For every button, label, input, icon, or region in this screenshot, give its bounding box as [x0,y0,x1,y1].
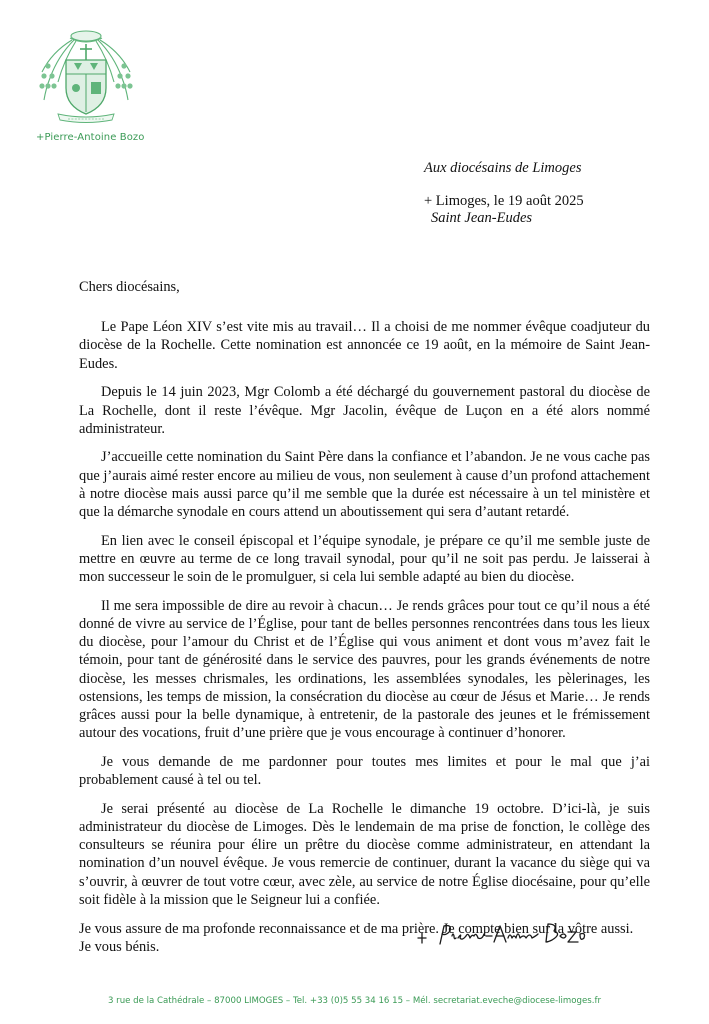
letter-body [79,278,650,956]
paragraph: Il me sera impossible de dire au revoir à chacun… Je rends grâces pour tout ce qu’il nous a été donné de vivre au service de l’Église, pour tant de belles personnes rencontrées dans tous les lieux du diocèse, pour l’amour du Christ et de l’Église qui vous animent et dont vous m’avez fait le témoin, pour tant de générosité dans le service des pauvres, pour les grands événements de notre diocèse, les messes chrismales, les ordinations, les assemblées synodales, les pèlerinages, les ostensions, les temps de mission, la consécration du diocèse au cœur de Jésus et Marie… Je rends grâces aussi pour la belle dynamique, à entretenir, de la pastorale des jeunes et le frémissement autour des vocations, fruit d’une prière que je vous encourage à continuer d’honorer. [79,597,650,742]
greeting: Chers diocésains, [79,279,180,295]
paragraph: Je serai présenté au diocèse de La Rochelle le dimanche 19 octobre. D’ici-là, je suis administrateur du diocèse de Limoges. Dès le lendemain de ma prise de fonction, le collège des consulteurs se réunira pour élire un prêtre du diocèse comme administrateur, en attendant la nomination d’un nouvel évêque. Je vous remercie de continuer, durant la vacance du siège qui va s’ouvrir, à œuvrer de tout votre cœur, avec zèle, au service de notre Église diocésaine, pour qu’elle soit fidèle à la mission que le Seigneur lui a confiée. [79,800,650,908]
closing-line: Je vous bénis. [79,938,160,955]
paragraph: J’accueille cette nomination du Saint Père dans la confiance et l’abandon. Je ne vous cache pas que j’aurais aimé rester encore au milieu de vous, non seulement à cause d’un profond attachement à notre diocèse mais aussi parce qu’il me semble que la durée est nécessaire à un tel ministère et que la démarche synodale en cours attend un aboutissement qui sera d’autant retardé. [79,449,650,521]
footer-address: 3 rue de la Cathédrale – 87000 LIMOGES – Tel. +33 (0)5 55 34 16 15 – Mél. secretariat.eveche@diocese-limoges.fr [107,996,602,1006]
paragraph: Le Pape Léon XIV s’est vite mis au travail… Il a choisi de me nommer évêque coadjuteur du diocèse de la Rochelle. Cette nomination est annoncée ce 19 août, en la mémoire de Saint Jean-Eudes. [79,319,650,372]
place-date: + Limoges, le 19 août 2025 [424,193,584,209]
paragraph: Je vous assure de ma profonde reconnaissance et de ma prière. Je compte bien sur la vôtre aussi. [79,920,634,937]
paragraph: Depuis le 14 juin 2023, Mgr Colomb a été déchargé du gouvernement pastoral du diocèse de La Rochelle, dont il reste l’évêque. Mgr Jacolin, évêque de Luçon en a été alors nommé administrateur. [79,384,650,437]
sender-name: +Pierre-Antoine Bozo [36,132,145,143]
paragraph: Je vous demande de me pardonner pour toutes mes limites et pour le mal que j’ai probablement causé à tel ou tel. [79,753,650,789]
feast-day: Saint Jean-Eudes [431,210,533,226]
handwritten-signature [412,914,592,954]
paragraph: En lien avec le conseil épiscopal et l’équipe synodale, je prépare ce qu’il me semble juste de mettre en œuvre au terme de ce long travail synodal, pour qu’il ne soit pas perdu. Je laisserai à mon successeur le soin de le promulguer, si cela lui semble adapté au bien du diocèse. [79,532,650,586]
addressee: Aux diocésains de Limoges [424,160,582,176]
coat-of-arms-icon [36,26,136,124]
